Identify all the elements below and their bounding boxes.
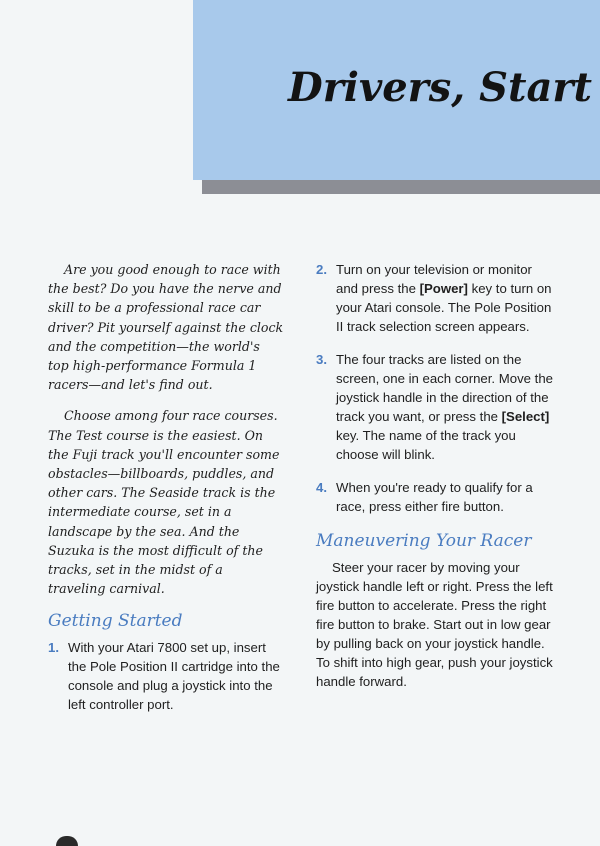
section-heading-getting-started: Getting Started (48, 611, 183, 632)
step-text (336, 260, 556, 336)
step-text-part: The four tracks are listed on the screen, one in each corner. Move the joystick handle in the direction of the track you want, or press the (336, 352, 553, 424)
step-text-part: key. The name of the track you choose will blink. (336, 428, 516, 462)
step-3 (316, 350, 556, 464)
step-number: 2. (316, 262, 327, 277)
step-number: 4. (316, 480, 327, 495)
section-heading-maneuvering: Maneuvering Your Racer (316, 531, 532, 551)
key-label-select: [Select] (501, 409, 550, 424)
page-title: Drivers, Start (288, 64, 592, 111)
step-number: 1. (48, 640, 59, 656)
step-text: With your Atari 7800 set up, insert the Pole Position II cartridge into the console and plug a joystick into the left controller port. (68, 640, 280, 713)
intro-paragraph-1: Are you good enough to race with the best? Do you have the nerve and skill to be a professional race car driver? Pit yourself against the clock and the competition—the world's top high-performance Formula 1 racers—and let's find out. (48, 262, 284, 393)
page-corner-mark (56, 836, 78, 846)
left-column (48, 260, 284, 728)
key-label-power: [Power] (419, 281, 468, 296)
step-1 (48, 638, 284, 714)
step-4 (316, 478, 556, 516)
intro-paragraph-2: Choose among four race courses. The Test course is the easiest. On the Fuji track you'll encounter some obstacles—billboards, puddles, and other cars. The Seaside track is the intermediate course, set in a landscape by the sea. And the Suzuka is the most difficult of the tracks, set in the midst of a traveling carnival. (48, 408, 280, 597)
right-column (316, 260, 556, 703)
step-text (336, 350, 556, 464)
step-text: When you're ready to qualify for a race, press either fire button. (336, 480, 533, 514)
step-text-part: Turn on your television or monitor and press the (336, 262, 532, 296)
step-2 (316, 260, 556, 336)
step-text-part: key to turn on your Atari console. The Pole Position II track selection screen appears. (336, 281, 552, 334)
maneuvering-paragraph: Steer your racer by moving your joystick handle left or right. Press the left fire button to accelerate. Press the right fire button to brake. Start out in low gear by pulling back on your joystick handle. To shift into high gear, push your joystick handle forward. (316, 560, 553, 689)
step-number: 3. (316, 352, 327, 367)
